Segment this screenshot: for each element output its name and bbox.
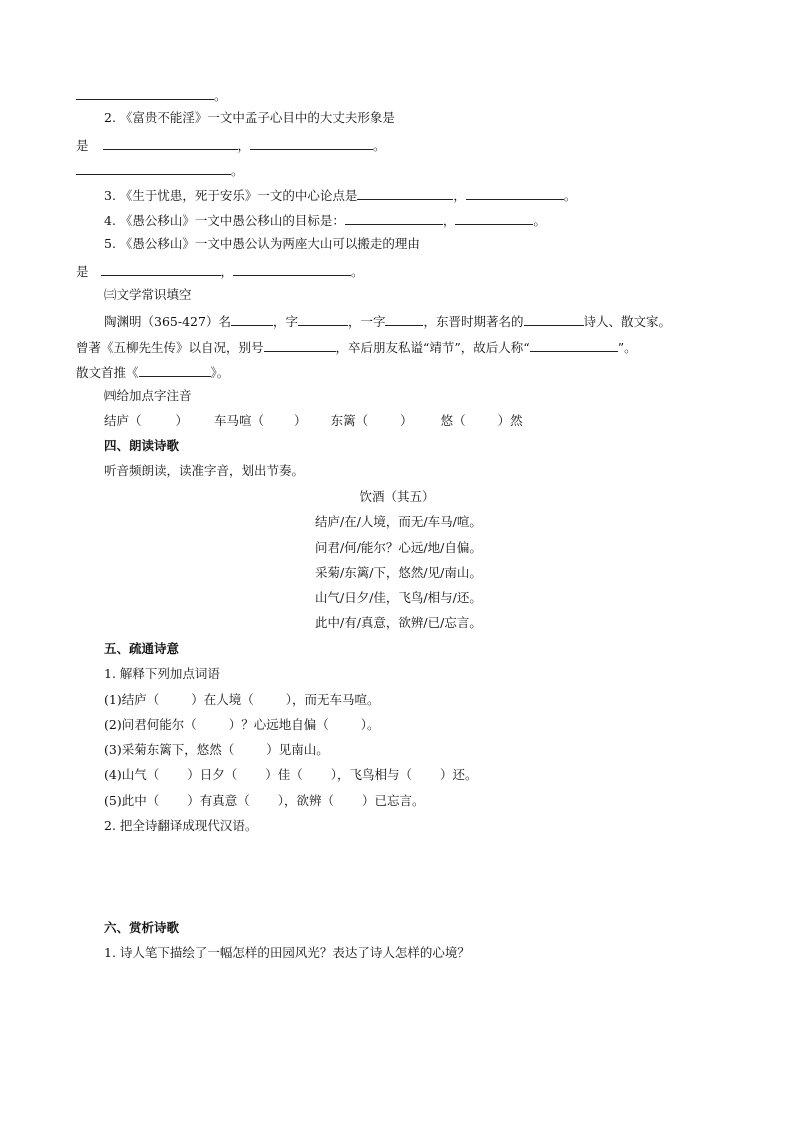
answer-blank[interactable] bbox=[455, 211, 533, 225]
period: 。 bbox=[563, 188, 577, 203]
tao-text-c: ，一字 bbox=[347, 314, 386, 329]
section-4-title bbox=[104, 388, 192, 404]
poem-line-3: 采菊/东篱/下，悠然/见/南山。 bbox=[315, 565, 482, 580]
explain-row-5 bbox=[104, 793, 425, 809]
poem-line-2: 问君/何/能尔？心远/地/自偏。 bbox=[315, 540, 482, 555]
answer-line-continuation bbox=[76, 86, 227, 104]
answer-blank[interactable] bbox=[298, 312, 348, 326]
section-3-title-text: ㈢文学常识填空 bbox=[104, 287, 192, 302]
pinyin-b: ） bbox=[175, 413, 189, 428]
tao-text-f: 曾著《五柳先生传》以自况，别号 bbox=[76, 340, 264, 355]
explain-4-c: ）佳（ bbox=[265, 767, 303, 782]
period: 。 bbox=[231, 163, 244, 178]
explain-row-1 bbox=[104, 692, 380, 708]
explain-4-d: ），飞鸟相与（ bbox=[330, 767, 413, 782]
part-4-title bbox=[104, 438, 179, 454]
pinyin-f: ） bbox=[400, 413, 413, 428]
pinyin-d: ） bbox=[294, 413, 307, 428]
tao-text-b: ，字 bbox=[272, 314, 298, 329]
comma: ， bbox=[220, 264, 234, 279]
tao-text-e: 诗人、散文家。 bbox=[583, 314, 672, 329]
period: 。 bbox=[214, 88, 227, 103]
period: 。 bbox=[351, 264, 364, 279]
part-6-title bbox=[104, 920, 179, 936]
poem-line-4: 山气/日夕/佳，飞鸟/相与/还。 bbox=[315, 590, 482, 605]
explain-5-c: ），欲辨（ bbox=[277, 793, 334, 808]
answer-blank[interactable] bbox=[101, 262, 221, 276]
question-3 bbox=[104, 186, 576, 204]
poem-line bbox=[315, 540, 482, 556]
pinyin-h: ）然 bbox=[497, 413, 523, 428]
explain-4-e: ）还。 bbox=[440, 767, 478, 782]
explain-row-4 bbox=[104, 767, 478, 783]
answer-blank[interactable] bbox=[103, 136, 238, 150]
question-5 bbox=[104, 236, 420, 252]
tao-text-g: ，卒后朋友私谥“靖节”，故后人称“ bbox=[335, 340, 530, 355]
answer-blank[interactable] bbox=[233, 262, 351, 276]
question-2-answer-row bbox=[76, 136, 386, 154]
pinyin-a: 结庐（ bbox=[104, 413, 142, 428]
answer-blank[interactable] bbox=[524, 312, 584, 326]
question-4-text: 4. 《愚公移山》一文中愚公移山的目标是： bbox=[104, 213, 345, 228]
answer-blank[interactable] bbox=[357, 186, 453, 200]
pinyin-e: 东篱（ bbox=[330, 413, 369, 428]
explain-3-b: ）见南山。 bbox=[266, 742, 329, 757]
part-5-question-2 bbox=[104, 818, 257, 834]
part-5-question-1 bbox=[104, 666, 220, 682]
tao-line-2 bbox=[76, 338, 637, 356]
tao-line-1 bbox=[104, 312, 671, 330]
explain-3-a: (3)采菊东篱下，悠然（ bbox=[104, 742, 235, 757]
explain-5-a: (5)此中（ bbox=[104, 793, 160, 808]
answer-blank[interactable] bbox=[466, 186, 564, 200]
poem-line bbox=[315, 615, 482, 631]
pinyin-g: 悠（ bbox=[440, 413, 466, 428]
part-6-question-1-text: 1. 诗人笔下描绘了一幅怎样的田园风光？表达了诗人怎样的心境？ bbox=[104, 945, 470, 960]
tao-text-i: 散文首推《 bbox=[76, 365, 139, 380]
question-5-text: 5. 《愚公移山》一文中愚公认为两座大山可以搬走的理由 bbox=[104, 236, 420, 251]
pinyin-row bbox=[104, 413, 523, 429]
part-6-title-text: 六、赏析诗歌 bbox=[104, 920, 180, 935]
explain-row-3 bbox=[104, 742, 329, 758]
question-2-text: 2. 《富贵不能淫》一文中孟子心目中的大丈夫形象是 bbox=[104, 110, 395, 125]
explain-5-b: ）有真意（ bbox=[187, 793, 250, 808]
comma: ， bbox=[237, 138, 251, 153]
answer-blank[interactable] bbox=[76, 161, 231, 175]
section-3-title bbox=[104, 287, 192, 303]
tao-text-j: 》。 bbox=[210, 365, 230, 380]
part-4-instruction bbox=[104, 463, 304, 479]
poem-title bbox=[0, 489, 794, 505]
answer-blank[interactable] bbox=[345, 211, 443, 225]
question-3-text: 3. 《生于忧患，死于安乐》一文的中心论点是 bbox=[104, 188, 358, 203]
comma: ， bbox=[453, 188, 466, 203]
explain-4-b: ）日夕（ bbox=[187, 767, 238, 782]
explain-2-b: ）？心远地自偏（ bbox=[228, 717, 329, 732]
part-5-question-1-text: 1. 解释下列加点词语 bbox=[104, 666, 220, 681]
tao-text-a: 陶渊明（365-427）名 bbox=[104, 314, 231, 329]
answer-blank[interactable] bbox=[530, 338, 618, 352]
answer-blank[interactable] bbox=[139, 363, 211, 377]
explain-1-c: ），而无车马喧。 bbox=[285, 692, 380, 707]
tao-text-d: ，东晋时期著名的 bbox=[423, 314, 524, 329]
period: 。 bbox=[533, 213, 546, 228]
question-5-answer-row bbox=[76, 262, 364, 280]
question-4 bbox=[104, 211, 546, 229]
explain-2-a: (2)问君何能尔（ bbox=[104, 717, 197, 732]
answer-blank[interactable] bbox=[385, 312, 423, 326]
tao-line-3 bbox=[76, 363, 229, 381]
explain-5-d: ）已忘言。 bbox=[362, 793, 425, 808]
question-2-answer-row-2 bbox=[76, 161, 244, 179]
shi-label: 是 bbox=[76, 264, 89, 279]
explain-2-c: ）。 bbox=[360, 717, 380, 732]
part-5-question-2-text: 2. 把全诗翻译成现代汉语。 bbox=[104, 818, 258, 833]
part-5-title-text: 五、疏通诗意 bbox=[104, 641, 180, 656]
poem-line bbox=[315, 565, 482, 581]
poem-line bbox=[315, 514, 482, 530]
tao-text-h: ”。 bbox=[617, 340, 637, 355]
answer-blank[interactable] bbox=[231, 312, 273, 326]
poem-line bbox=[315, 590, 482, 606]
comma: ， bbox=[442, 213, 456, 228]
answer-blank[interactable] bbox=[76, 86, 214, 100]
question-2 bbox=[104, 110, 395, 126]
period: 。 bbox=[373, 138, 386, 153]
section-4-title-text: ㈣给加点字注音 bbox=[104, 388, 192, 403]
poem-line-1: 结庐/在/人境，而无/车马/喧。 bbox=[315, 514, 482, 529]
part-5-title bbox=[104, 641, 179, 657]
part-4-instruction-text: 听音频朗读，读准字音，划出节奏。 bbox=[104, 463, 305, 478]
explain-1-b: ）在人境（ bbox=[191, 692, 254, 707]
answer-blank[interactable] bbox=[264, 338, 336, 352]
answer-blank[interactable] bbox=[250, 136, 373, 150]
poem-line-5: 此中/有/真意，欲辨/已/忘言。 bbox=[315, 615, 482, 630]
shi-label: 是 bbox=[76, 138, 89, 153]
explain-1-a: (1)结庐（ bbox=[104, 692, 160, 707]
pinyin-c: 车马喧（ bbox=[214, 413, 265, 428]
poem-title-text: 饮酒（其五） bbox=[359, 489, 435, 504]
explain-4-a: (4)山气（ bbox=[104, 767, 160, 782]
part-6-question-1 bbox=[104, 945, 470, 961]
explain-row-2 bbox=[104, 717, 380, 733]
part-4-title-text: 四、朗读诗歌 bbox=[104, 438, 180, 453]
